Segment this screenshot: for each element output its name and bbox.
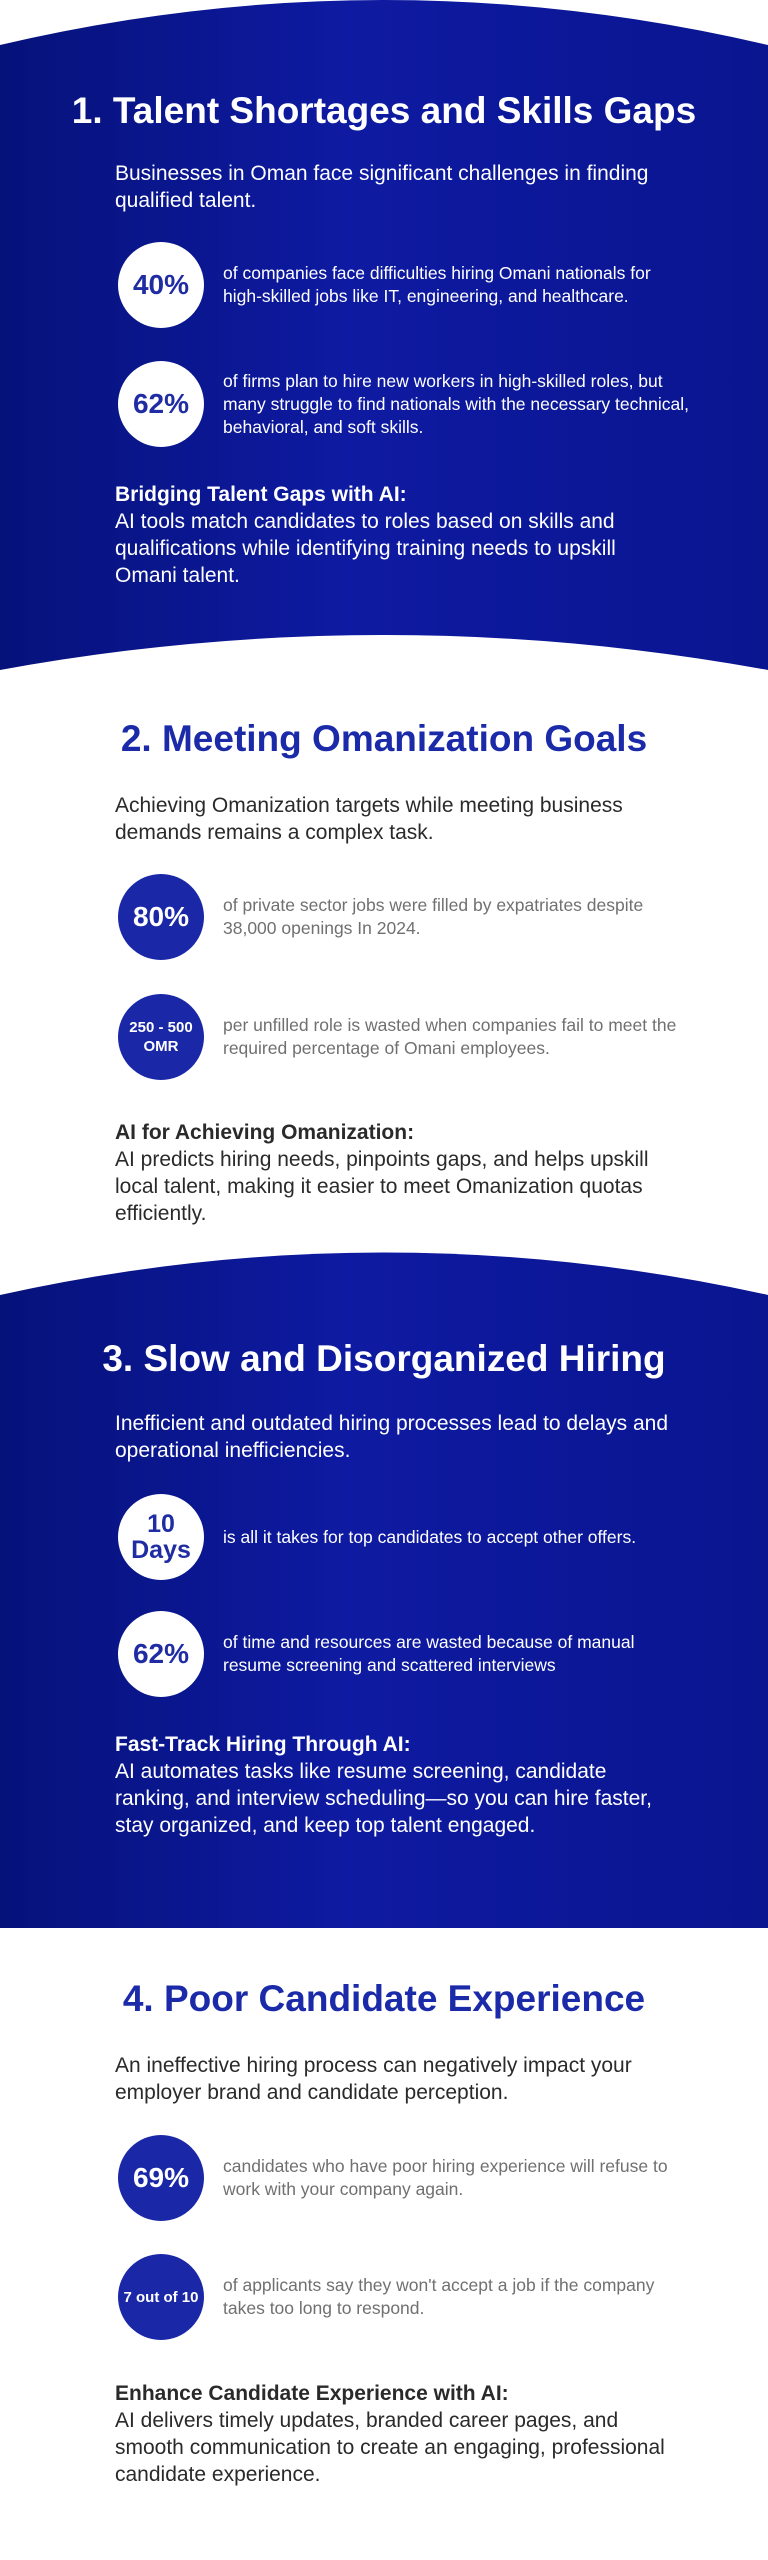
stat-item [118,2135,718,2225]
stat-circle: 80% [118,874,204,960]
section-title: 1. Talent Shortages and Skills Gaps [71,90,697,131]
stat-description: of companies face difficulties hiring Omani nationals for high-skilled jobs like IT, engineering, and healthcare. [223,263,651,306]
stat-circle: 62% [118,361,204,447]
section-intro: Businesses in Oman face significant challenges in finding qualified talent. [115,162,649,212]
ai-solution-title: Bridging Talent Gaps with AI: [115,483,407,506]
stat-description: candidates who have poor hiring experience will refuse to work with your company again. [223,2156,668,2199]
stat-description: per unfilled role is wasted when companies fail to meet the required percentage of Omani employees. [223,1015,677,1058]
stat-item [118,242,718,332]
stat-item [118,361,718,451]
ai-solution-block [115,1119,675,1227]
stat-item [118,994,718,1084]
stat-circle: 7 out of 10 [118,2254,204,2340]
section-intro: Inefficient and outdated hiring processes lead to delays and operational inefficiencies. [115,1412,668,1462]
section-title: 3. Slow and Disorganized Hiring [102,1338,666,1379]
stat-circle: 69% [118,2135,204,2221]
stat-item [118,874,718,964]
stat-description: of applicants say they won't accept a job if the company takes too long to respond. [223,2275,655,2318]
ai-solution-text: AI tools match candidates to roles based on skills and qualifications while identifying training needs to upskill Omani talent. [115,510,616,587]
ai-solution-text: AI automates tasks like resume screening, candidate ranking, and interview scheduling—so you can hire faster, stay organized, and keep top talent engaged. [115,1760,652,1837]
ai-solution-title: Fast-Track Hiring Through AI: [115,1733,411,1756]
stat-description: is all it takes for top candidates to accept other offers. [223,1526,637,1547]
stat-description: of time and resources are wasted because of manual resume screening and scattered interviews [223,1632,635,1675]
section-title: 4. Poor Candidate Experience [122,1978,646,2019]
ai-solution-title: AI for Achieving Omanization: [115,1121,415,1144]
ai-solution-title: Enhance Candidate Experience with AI: [115,2382,509,2405]
stat-description: of private sector jobs were filled by expatriates despite 38,000 openings In 2024. [223,895,644,938]
stat-description: of firms plan to hire new workers in high-skilled roles, but many struggle to find nationals with the necessary technical, behavioral, and soft skills. [223,370,689,437]
stat-item [118,1611,718,1701]
section-title: 2. Meeting Omanization Goals [120,718,648,759]
ai-solution-text: AI predicts hiring needs, pinpoints gaps, and helps upskill local talent, making it easier to meet Omanization quotas efficiently. [115,1148,649,1225]
stat-circle: 250 - 500 OMR [118,994,204,1080]
ai-solution-text: AI delivers timely updates, branded career pages, and smooth communication to create an engaging, professional candidate experience. [115,2409,665,2486]
stat-circle: 40% [118,242,204,328]
stat-item [118,2254,718,2344]
stat-circle: 10 Days [118,1494,204,1580]
section-intro: Achieving Omanization targets while meeting business demands remains a complex task. [115,794,623,844]
section-intro: An ineffective hiring process can negatively impact your employer brand and candidate perception. [115,2054,632,2104]
stat-circle: 62% [118,1611,204,1697]
ai-solution-block [115,481,675,589]
ai-solution-block [115,2380,675,2488]
ai-solution-block [115,1731,675,1839]
stat-item [118,1494,718,1584]
